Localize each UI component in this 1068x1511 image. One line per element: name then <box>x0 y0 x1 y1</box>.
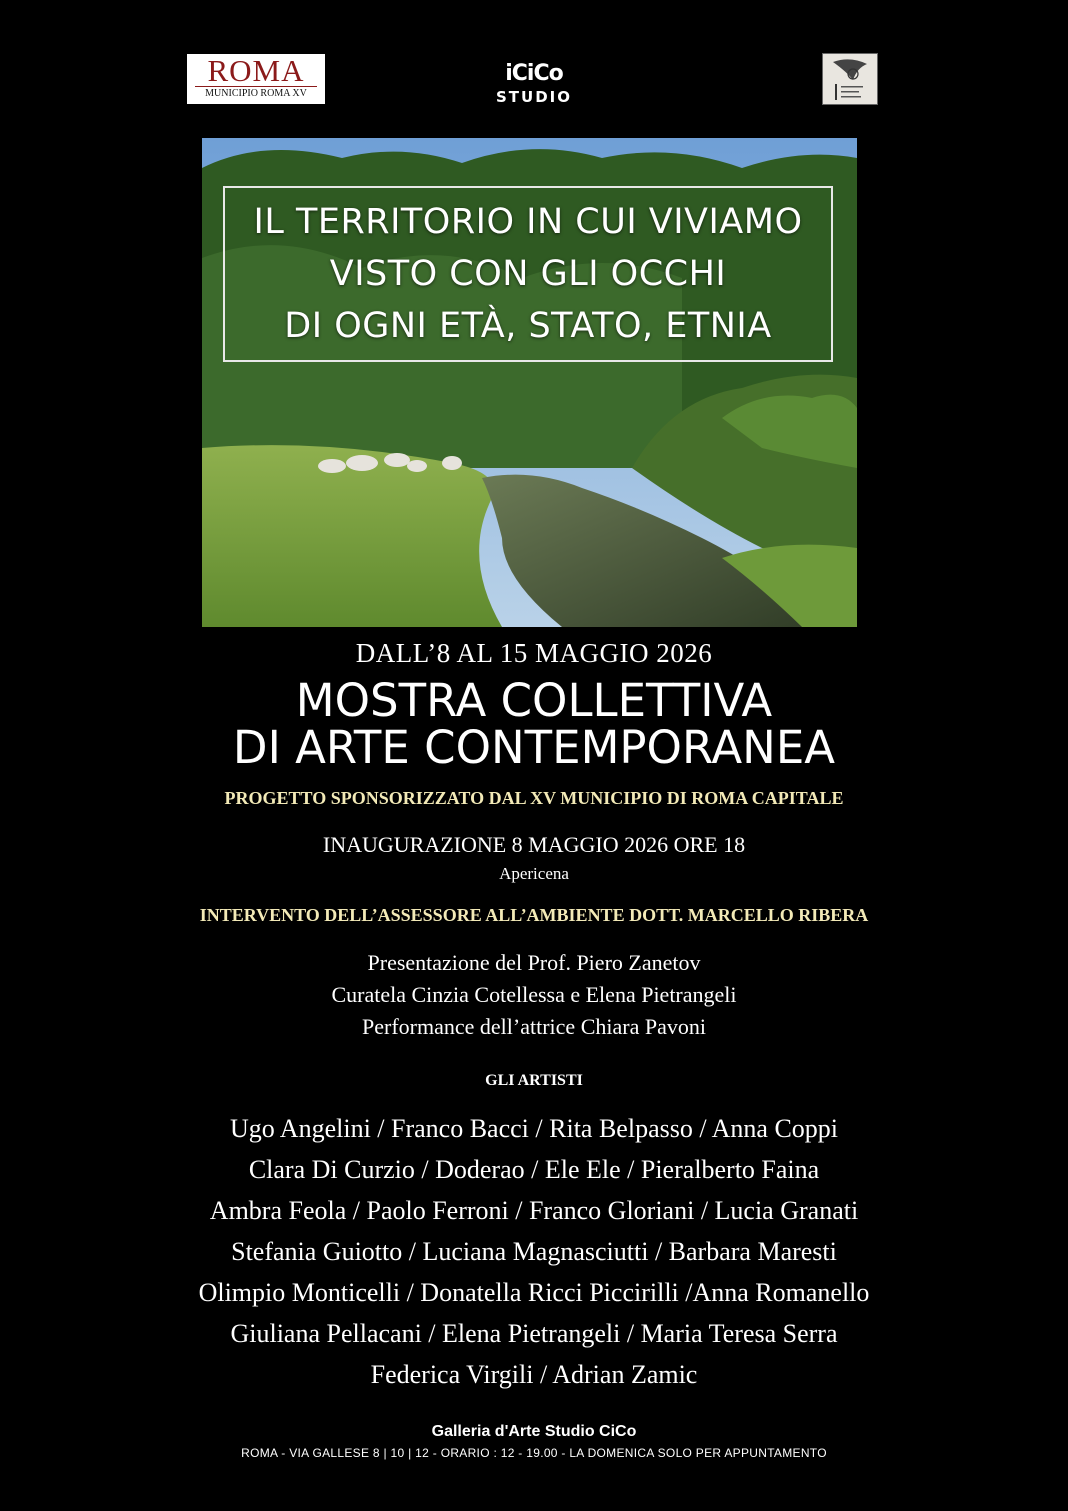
artists-line: Stefania Guiotto / Luciana Magnasciutti / Barbara Maresti <box>231 1237 837 1266</box>
gallery-name: Galleria d'Arte Studio CiCo <box>431 1423 637 1440</box>
artists-line: Clara Di Curzio / Doderao / Ele Ele / Pieralberto Faina <box>248 1155 820 1184</box>
municipio-roma-logo <box>187 54 325 104</box>
artists-line: Giuliana Pellacani / Elena Pietrangeli / Maria Teresa Serra <box>230 1319 838 1348</box>
theme-line-2: VISTO CON GLI OCCHI <box>329 254 727 294</box>
exhibition-title-line-1: MOSTRA COLLETTIVA <box>295 674 773 727</box>
event-dates: DALL’8 AL 15 MAGGIO 2026 <box>355 638 713 668</box>
roma-logo-text: ROMA <box>207 53 305 88</box>
assessor-intervention: INTERVENTO DELL’ASSESSORE ALL’AMBIENTE DOTT. MARCELLO RIBERA <box>199 905 869 925</box>
association-emblem-icon <box>822 53 878 105</box>
studio-cico-logo <box>480 60 588 110</box>
sponsor-note: PROGETTO SPONSORIZZATO DAL XV MUNICIPIO DI ROMA CAPITALE <box>224 788 844 808</box>
exhibition-title-line-2: DI ARTE CONTEMPORANEA <box>232 721 836 774</box>
theme-line-1: IL TERRITORIO IN CUI VIVIAMO <box>253 202 803 242</box>
cico-wordmark: STUDIO <box>496 88 572 106</box>
exhibition-title <box>0 674 1068 774</box>
artists-line: Olimpio Monticelli / Donatella Ricci Piccirilli /Anna Romanello <box>198 1278 870 1307</box>
artists-heading: GLI ARTISTI <box>485 1072 583 1089</box>
credit-presentation: Presentazione del Prof. Piero Zanetov <box>367 950 701 975</box>
apericena-note: Apericena <box>499 864 569 883</box>
gallery-address: ROMA - VIA GALLESE 8 | 10 | 12 - ORARIO : 12 - 19.00 - LA DOMENICA SOLO PER APPUNTAMENTO <box>241 1446 827 1460</box>
inauguration-info: INAUGURAZIONE 8 MAGGIO 2026 ORE 18 <box>322 832 746 857</box>
artists-list <box>0 1108 1068 1395</box>
artists-line: Ugo Angelini / Franco Bacci / Rita Belpasso / Anna Coppi <box>229 1114 839 1143</box>
credit-curatorship: Curatela Cinzia Cotellessa e Elena Pietrangeli <box>331 982 737 1007</box>
theme-line-3: DI OGNI ETÀ, STATO, ETNIA <box>284 306 772 346</box>
exhibition-theme-box <box>223 186 833 362</box>
credit-performance: Performance dell’attrice Chiara Pavoni <box>362 1014 706 1039</box>
artists-line: Federica Virgili / Adrian Zamic <box>370 1360 698 1389</box>
municipio-logo-text: MUNICIPIO ROMA XV <box>195 86 317 101</box>
credits-block <box>0 947 1068 1043</box>
cico-mark: iCiCo <box>505 61 563 86</box>
artists-line: Ambra Feola / Paolo Ferroni / Franco Gloriani / Lucia Granati <box>209 1196 859 1225</box>
landscape-photo <box>202 138 857 627</box>
